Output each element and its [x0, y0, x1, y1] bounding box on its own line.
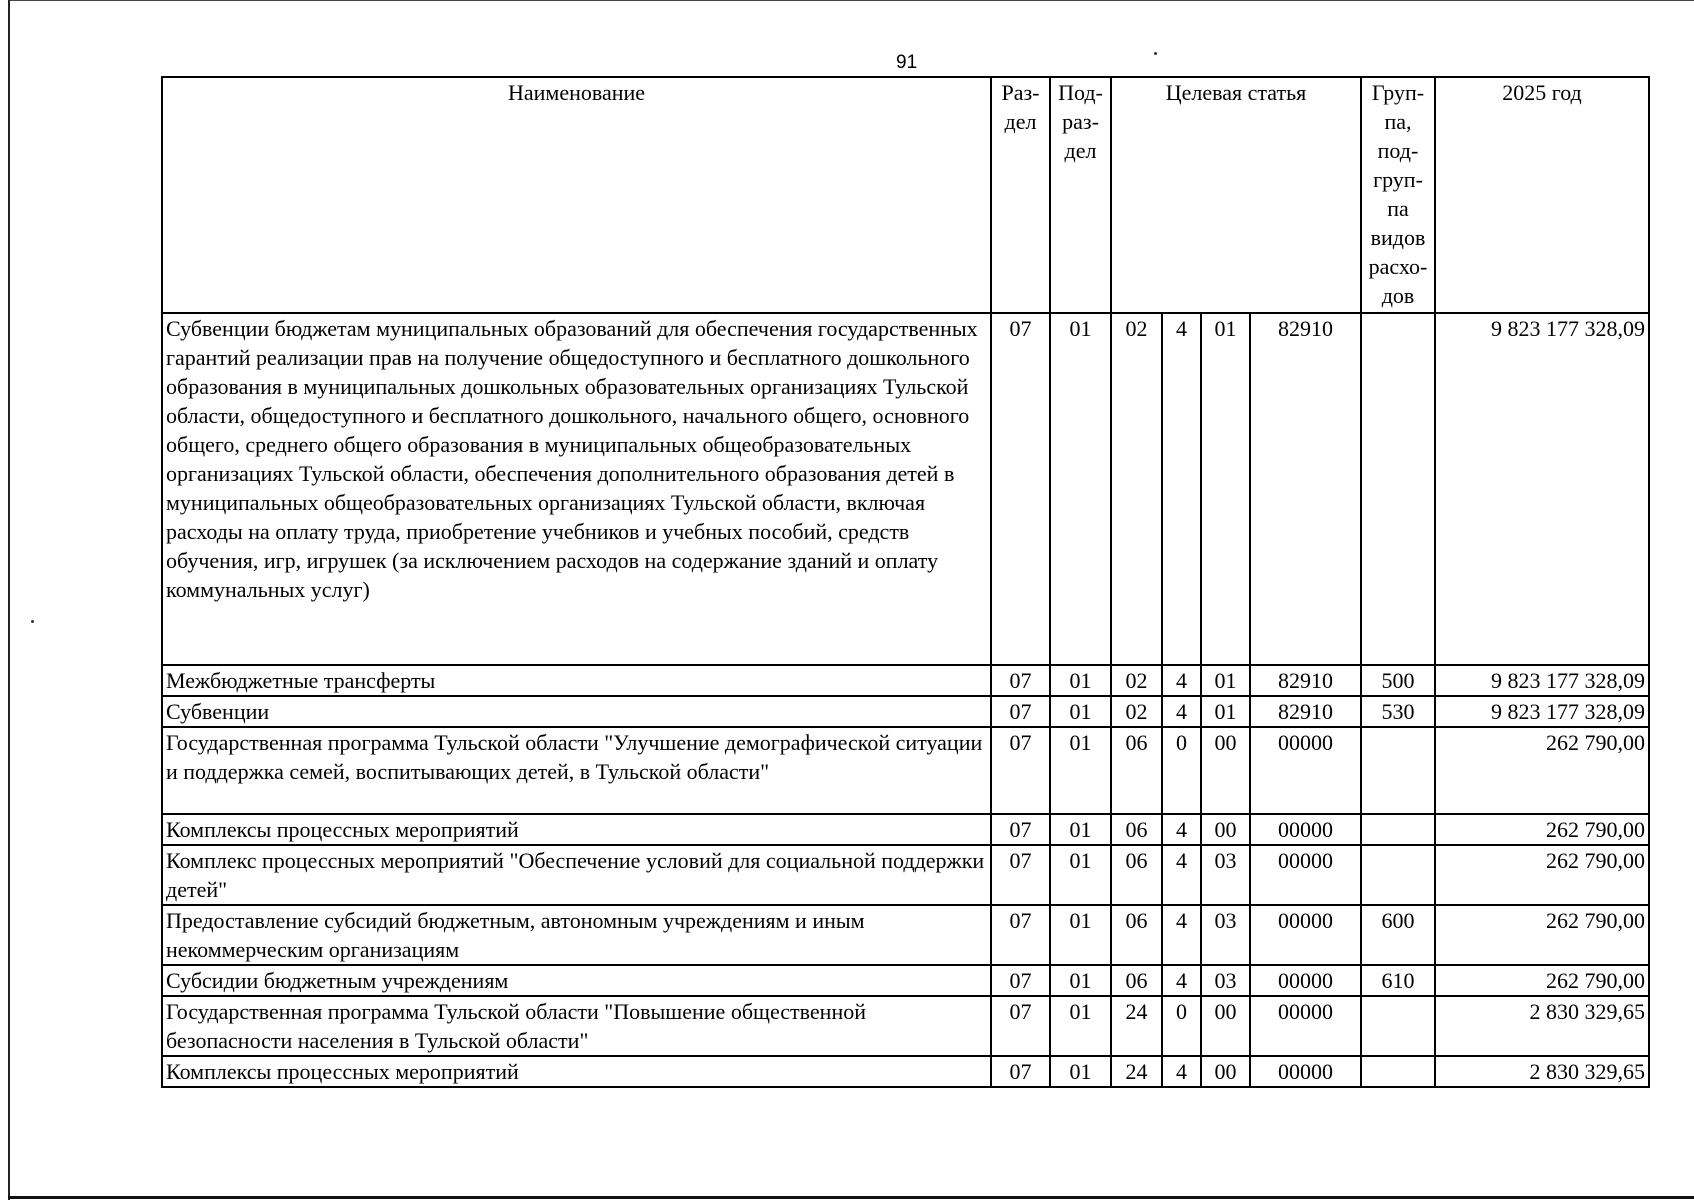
row-amount: 262 790,00 [1435, 905, 1649, 965]
row-cs-program: 06 [1111, 965, 1162, 996]
row-gruppa [1361, 727, 1435, 814]
scan-speck [1154, 52, 1157, 55]
row-cs-program: 06 [1111, 727, 1162, 814]
row-podrazdel: 01 [1050, 313, 1111, 665]
row-cs-structure: 01 [1201, 665, 1250, 696]
row-razdel: 07 [991, 727, 1050, 814]
page-number: 91 [896, 52, 918, 73]
row-podrazdel: 01 [1050, 965, 1111, 996]
row-amount: 9 823 177 328,09 [1435, 696, 1649, 727]
row-cs-type: 4 [1162, 696, 1201, 727]
scan-speck [31, 620, 34, 623]
row-cs-structure: 00 [1201, 727, 1250, 814]
table-row [162, 313, 1649, 665]
row-cs-type: 4 [1162, 665, 1201, 696]
row-gruppa: 530 [1361, 696, 1435, 727]
table-header-row [162, 77, 1649, 313]
row-razdel: 07 [991, 905, 1050, 965]
row-gruppa [1361, 1056, 1435, 1087]
row-cs-structure: 00 [1201, 814, 1250, 845]
row-name: Государственная программа Тульской области "Повышение общественной безопасности населения в Тульской области" [162, 996, 991, 1056]
row-cs-direction: 00000 [1250, 1056, 1361, 1087]
row-cs-type: 4 [1162, 905, 1201, 965]
row-cs-direction: 82910 [1250, 696, 1361, 727]
row-gruppa: 500 [1361, 665, 1435, 696]
header-year: 2025 год [1435, 77, 1649, 313]
row-cs-structure: 01 [1201, 313, 1250, 665]
row-razdel: 07 [991, 665, 1050, 696]
row-razdel: 07 [991, 313, 1050, 665]
row-cs-program: 06 [1111, 905, 1162, 965]
row-cs-structure: 00 [1201, 1056, 1250, 1087]
row-amount: 262 790,00 [1435, 965, 1649, 996]
budget-table [161, 76, 1650, 1088]
row-podrazdel: 01 [1050, 996, 1111, 1056]
table-row [162, 1056, 1649, 1087]
row-cs-program: 02 [1111, 665, 1162, 696]
scan-edge-top [8, 0, 1694, 1]
row-cs-program: 02 [1111, 313, 1162, 665]
row-podrazdel: 01 [1050, 814, 1111, 845]
row-cs-structure: 03 [1201, 905, 1250, 965]
row-cs-direction: 00000 [1250, 996, 1361, 1056]
row-amount: 262 790,00 [1435, 727, 1649, 814]
table-row [162, 814, 1649, 845]
row-razdel: 07 [991, 845, 1050, 905]
row-cs-structure: 01 [1201, 696, 1250, 727]
row-name: Комплексы процессных мероприятий [162, 814, 991, 845]
row-cs-program: 02 [1111, 696, 1162, 727]
row-razdel: 07 [991, 696, 1050, 727]
header-gruppa: Груп- па, под- груп- па видов расхо- дов [1361, 77, 1435, 313]
row-cs-direction: 00000 [1250, 814, 1361, 845]
row-cs-type: 0 [1162, 727, 1201, 814]
row-cs-program: 06 [1111, 845, 1162, 905]
table-row [162, 996, 1649, 1056]
header-razdel: Раз- дел [991, 77, 1050, 313]
row-amount: 2 830 329,65 [1435, 996, 1649, 1056]
row-cs-type: 4 [1162, 965, 1201, 996]
row-name: Комплексы процессных мероприятий [162, 1056, 991, 1087]
row-razdel: 07 [991, 996, 1050, 1056]
row-name: Предоставление субсидий бюджетным, автономным учреждениям и иным некоммерческим организациям [162, 905, 991, 965]
row-amount: 9 823 177 328,09 [1435, 313, 1649, 665]
row-name: Межбюджетные трансферты [162, 665, 991, 696]
row-razdel: 07 [991, 1056, 1050, 1087]
row-cs-type: 4 [1162, 845, 1201, 905]
row-gruppa: 600 [1361, 905, 1435, 965]
row-cs-direction: 82910 [1250, 665, 1361, 696]
row-cs-program: 24 [1111, 996, 1162, 1056]
row-podrazdel: 01 [1050, 696, 1111, 727]
row-cs-direction: 00000 [1250, 905, 1361, 965]
row-name: Комплекс процессных мероприятий "Обеспечение условий для социальной поддержки детей" [162, 845, 991, 905]
table-row [162, 727, 1649, 814]
row-gruppa [1361, 845, 1435, 905]
row-cs-direction: 82910 [1250, 313, 1361, 665]
row-razdel: 07 [991, 814, 1050, 845]
row-name: Субсидии бюджетным учреждениям [162, 965, 991, 996]
table-row [162, 696, 1649, 727]
row-amount: 2 830 329,65 [1435, 1056, 1649, 1087]
table-row [162, 845, 1649, 905]
row-cs-type: 4 [1162, 814, 1201, 845]
table-row [162, 665, 1649, 696]
row-name: Субвенции [162, 696, 991, 727]
row-cs-structure: 00 [1201, 996, 1250, 1056]
row-cs-type: 4 [1162, 1056, 1201, 1087]
row-podrazdel: 01 [1050, 727, 1111, 814]
row-razdel: 07 [991, 965, 1050, 996]
row-gruppa [1361, 814, 1435, 845]
row-cs-type: 4 [1162, 313, 1201, 665]
header-name: Наименование [162, 77, 991, 313]
row-amount: 262 790,00 [1435, 814, 1649, 845]
row-amount: 9 823 177 328,09 [1435, 665, 1649, 696]
row-amount: 262 790,00 [1435, 845, 1649, 905]
table-row [162, 965, 1649, 996]
table-row [162, 905, 1649, 965]
row-name: Субвенции бюджетам муниципальных образований для обеспечения государственных гарантий реализации прав на получение общедоступного и бесплатного дошкольного образования в муниципальных дошкольных образовательных организациях Тульской области, общедоступного и бесплатного дошкольного, начального общего, основного общего, среднего общего образования в муниципальных общеобразовательных организациях Тульской области, обеспечения дополнительного образования детей в муниципальных общеобразовательных организациях Тульской области, включая расходы на оплату труда, приобретение учебников и учебных пособий, средств обучения, игр, игрушек (за исключением расходов на содержание зданий и оплату коммунальных услуг) [162, 313, 991, 665]
row-name: Государственная программа Тульской области "Улучшение демографической ситуации и поддержка семей, воспитывающих детей, в Тульской области" [162, 727, 991, 814]
row-podrazdel: 01 [1050, 845, 1111, 905]
header-podrazdel: Под- раз- дел [1050, 77, 1111, 313]
row-gruppa: 610 [1361, 965, 1435, 996]
row-podrazdel: 01 [1050, 1056, 1111, 1087]
row-cs-direction: 00000 [1250, 727, 1361, 814]
row-cs-direction: 00000 [1250, 965, 1361, 996]
row-cs-type: 0 [1162, 996, 1201, 1056]
row-gruppa [1361, 313, 1435, 665]
row-cs-structure: 03 [1201, 965, 1250, 996]
row-cs-program: 24 [1111, 1056, 1162, 1087]
row-gruppa [1361, 996, 1435, 1056]
row-cs-program: 06 [1111, 814, 1162, 845]
scan-edge-left [8, 0, 10, 1200]
header-celevaya-statya: Целевая статья [1111, 77, 1361, 313]
row-cs-structure: 03 [1201, 845, 1250, 905]
scan-edge-bottom [8, 1196, 1694, 1199]
row-podrazdel: 01 [1050, 905, 1111, 965]
row-cs-direction: 00000 [1250, 845, 1361, 905]
row-podrazdel: 01 [1050, 665, 1111, 696]
